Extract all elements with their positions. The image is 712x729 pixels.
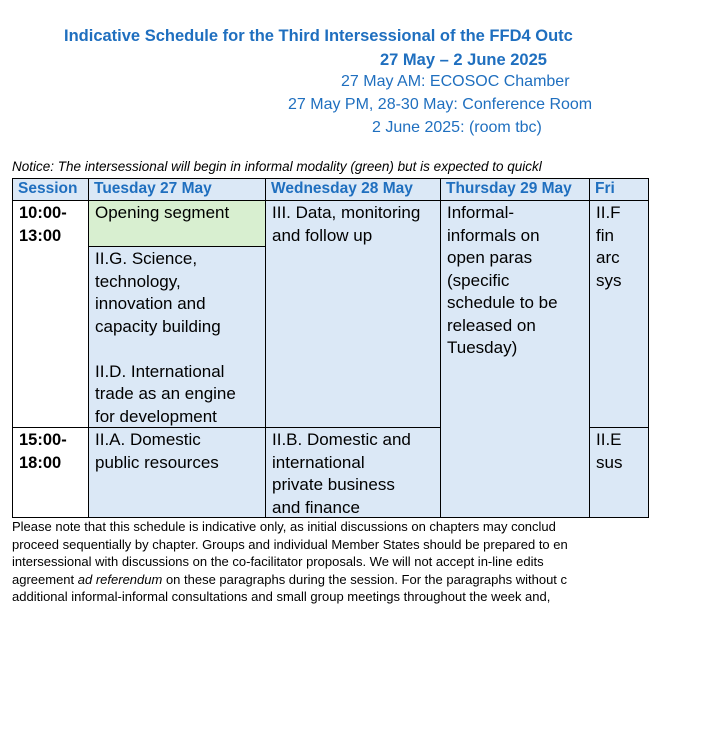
thursday-informals: Informal- informals on open paras (specific schedule to be released on Tuesday)	[440, 200, 590, 518]
notice-text: Notice: The intersessional will begin in informal modality (green) but is expected to quickl	[12, 159, 542, 174]
header-session: Session	[12, 178, 89, 201]
ad-referendum-text: ad referendum	[77, 571, 163, 587]
tuesday-opening-segment: Opening segment	[88, 200, 266, 247]
wednesday-afternoon: II.B. Domestic and international private business and finance	[265, 427, 441, 518]
location-line-3: 2 June 2025: (room tbc)	[372, 119, 542, 136]
footer-line: proceed sequentially by chapter. Groups and individual Member States should be prepared to en	[12, 536, 568, 552]
wednesday-morning: III. Data, monitoring and follow up	[265, 200, 441, 428]
header-tuesday: Tuesday 27 May	[88, 178, 266, 201]
header-thursday: Thursday 29 May	[440, 178, 590, 201]
session-morning: 10:00- 13:00	[12, 200, 89, 428]
header-wednesday: Wednesday 28 May	[265, 178, 441, 201]
footer-note	[12, 518, 712, 606]
tuesday-afternoon: II.A. Domestic public resources	[88, 427, 266, 518]
footer-line	[12, 571, 712, 589]
header-friday: Fri	[589, 178, 649, 201]
friday-afternoon: II.E sus	[589, 427, 649, 518]
schedule-dates: 27 May – 2 June 2025	[380, 51, 547, 69]
footer-line: intersessional with discussions on the co-facilitator proposals. We will not accept in-line edits	[12, 554, 544, 570]
friday-morning: II.F fin arc sys	[589, 200, 649, 428]
schedule-title: Indicative Schedule for the Third Intersessional of the FFD4 Outc	[64, 27, 573, 45]
footer-text: on these paragraphs during the session. For the paragraphs without c	[162, 571, 568, 587]
footer-text: agreement	[12, 571, 78, 587]
tuesday-morning-topics: II.G. Science, technology, innovation and capacity building II.D. International trade as an engine for development	[88, 246, 266, 428]
session-afternoon: 15:00- 18:00	[12, 427, 89, 518]
location-line-1: 27 May AM: ECOSOC Chamber	[341, 73, 570, 90]
footer-line: Please note that this schedule is indicative only, as initial discussions on chapters may conclud	[12, 519, 556, 534]
location-line-2: 27 May PM, 28-30 May: Conference Room	[288, 96, 593, 113]
footer-line: additional informal-informal consultations and small group meetings throughout the week and,	[12, 589, 551, 605]
